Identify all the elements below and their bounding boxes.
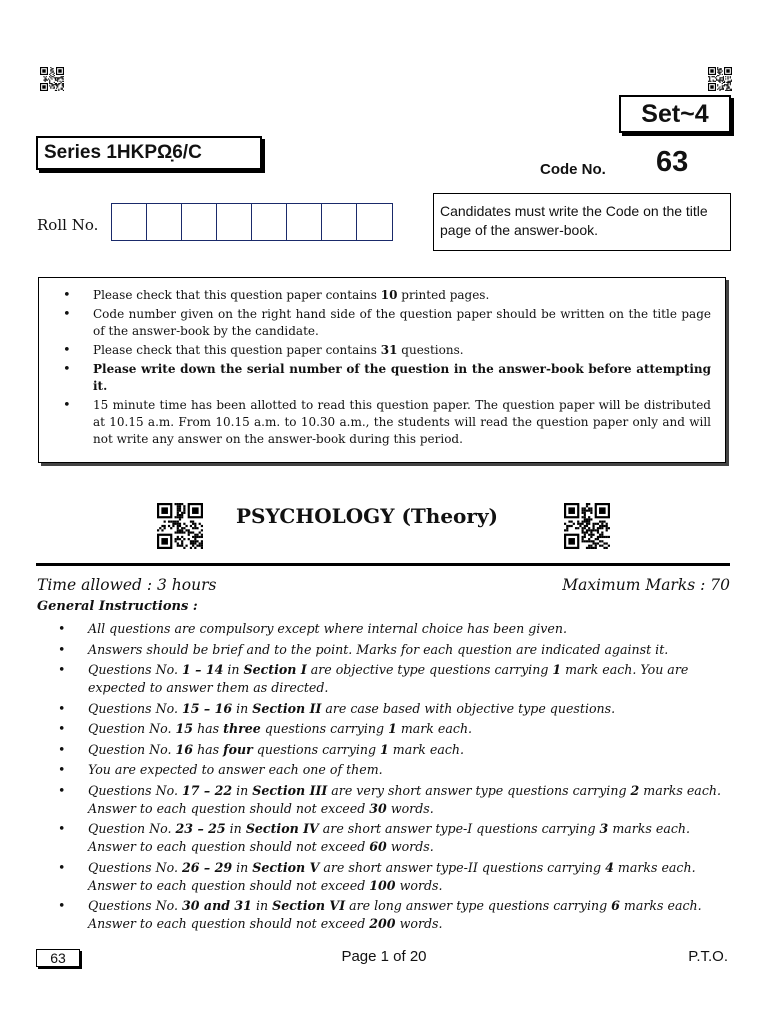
roll-number-box <box>287 204 322 240</box>
instructions-box <box>38 277 726 463</box>
general-instruction-item: • Question No. 15 has three questions carrying 1 mark each. <box>88 720 730 738</box>
maximum-marks: Maximum Marks : 70 <box>562 576 730 594</box>
roll-number-box <box>357 204 392 240</box>
footer-code: 63 <box>36 949 80 967</box>
general-instruction-item: • Questions No. 26 – 29 in Section V are short answer type-II questions carrying 4 marks each. Answer to each question should not exceed 100 words. <box>88 859 730 895</box>
roll-number-box <box>322 204 357 240</box>
general-instruction-item: • Question No. 16 has four questions carrying 1 mark each. <box>88 741 730 759</box>
instruction-item: • Please write down the serial number of the question in the answer-book before attempting it. <box>93 361 711 395</box>
general-instruction-item: • Questions No. 30 and 31 in Section VI are long answer type questions carrying 6 marks each. Answer to each question should not exceed 200 words. <box>88 897 730 933</box>
instruction-item: • 15 minute time has been allotted to read this question paper. The question paper will be distributed at 10.15 a.m. From 10.15 a.m. to 10.30 a.m., the students will read the question paper only and will not write any answer on the answer-book during this period. <box>93 397 711 448</box>
general-instruction-item: • Questions No. 17 – 22 in Section III are very short answer type questions carrying 2 marks each. Answer to each question should not exceed 30 words. <box>88 782 730 818</box>
roll-number-box <box>147 204 182 240</box>
general-instruction-item: • Answers should be brief and to the point. Marks for each question are indicated against it. <box>88 641 730 659</box>
set-number: Set~4 <box>619 95 731 133</box>
qr-code-icon <box>40 67 64 91</box>
general-instruction-item: • Questions No. 15 – 16 in Section II are case based with objective type questions. <box>88 700 730 718</box>
instruction-item: • Please check that this question paper contains 31 questions. <box>93 342 711 359</box>
pto-label: P.T.O. <box>688 948 728 965</box>
general-instructions-heading: General Instructions : <box>37 599 198 614</box>
general-instruction-item: • Questions No. 1 – 14 in Section I are objective type questions carrying 1 mark each. You are expected to answer them as directed. <box>88 661 730 697</box>
subject-title: PSYCHOLOGY (Theory) <box>236 504 499 528</box>
roll-number-box <box>217 204 252 240</box>
instruction-item: • Code number given on the right hand side of the question paper should be written on the title page of the answer-book by the candidate. <box>93 306 711 340</box>
candidate-note: Candidates must write the Code on the title page of the answer-book. <box>433 193 731 251</box>
roll-number-box <box>182 204 217 240</box>
roll-number-box <box>112 204 147 240</box>
roll-number-label: Roll No. <box>37 216 99 234</box>
qr-code-icon <box>564 503 610 549</box>
roll-number-boxes <box>111 203 393 241</box>
general-instruction-item: • Question No. 23 – 25 in Section IV are short answer type-I questions carrying 3 marks each. Answer to each question should not exceed 60 words. <box>88 820 730 856</box>
instructions-list <box>39 278 725 448</box>
divider <box>36 563 730 566</box>
general-instruction-item: • You are expected to answer each one of them. <box>88 761 730 779</box>
page-number: Page 1 of 20 <box>341 948 427 965</box>
general-instructions-list <box>88 620 730 936</box>
qr-code-icon <box>708 67 732 91</box>
instruction-item: • Please check that this question paper contains 10 printed pages. <box>93 287 711 304</box>
time-allowed: Time allowed : 3 hours <box>37 576 217 594</box>
code-label: Code No. <box>540 161 606 178</box>
qr-code-icon <box>157 503 203 549</box>
roll-number-box <box>252 204 287 240</box>
code-value: 63 <box>656 146 689 178</box>
general-instruction-item: • All questions are compulsory except where internal choice has been given. <box>88 620 730 638</box>
series-label: Series 1HKPΩ̣6/C <box>36 136 262 170</box>
